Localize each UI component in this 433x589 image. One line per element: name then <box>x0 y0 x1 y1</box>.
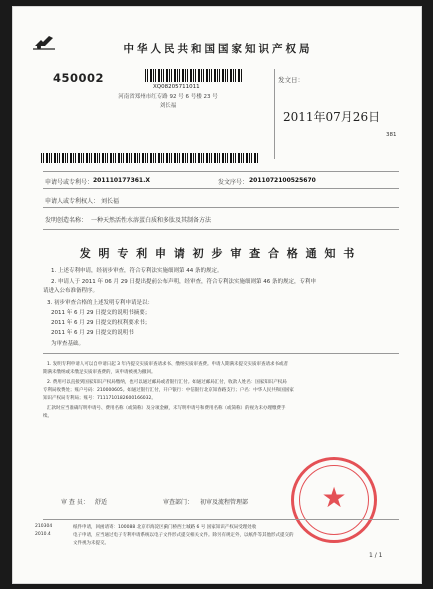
footer-line-1: 纸件申请，回函请寄：100088 北京市海淀区蓟门桥西土城路 6 号 国家知识产权局受理处收 <box>73 525 257 530</box>
body-line-6: 2011 年 6 月 29 日提交的权利要求书； <box>51 320 151 326</box>
mail-barcode <box>145 69 243 82</box>
note-line-4: 专利局收费处；账户号码：210000605。如通过银行汇付，开户银行：中信银行北京知春路支行；户名：中华人民共和国国家 <box>43 388 294 393</box>
notice-title: 发 明 专 利 申 请 初 步 审 查 合 格 通 知 书 <box>79 247 357 260</box>
body-line-1: 1. 上述专利申请，经初步审查，符合专利法实施细则第 44 条的规定。 <box>51 268 223 274</box>
application-no: 201110177361.X <box>93 177 151 184</box>
note-line-5: 知识产权局专利局；账号：7111710182600166032。 <box>43 396 156 401</box>
invention-name: 一种天然活性水溶蛋白质和多肽及其制备方法 <box>91 217 212 224</box>
body-line-4: 3. 初步审查合格的上述发明专利申请是以： <box>47 300 153 306</box>
page-number: 1 / 1 <box>369 552 383 559</box>
postcode: 450002 <box>53 71 105 85</box>
body-line-7: 2011 年 6 月 29 日提交的说明书 <box>51 330 134 336</box>
department-name: 初审及流程管理部 <box>200 499 249 506</box>
body-line-8: 为审查基础。 <box>51 341 85 347</box>
footer-line-3: 文件视为未提交。 <box>73 541 109 546</box>
divider-top <box>43 171 399 172</box>
divider-1 <box>43 188 399 189</box>
recipient-name: 刘长福 <box>159 103 177 109</box>
side-number: 381 <box>386 132 397 138</box>
department-label: 审查部门： <box>163 499 194 506</box>
divider-footer <box>43 519 399 520</box>
body-line-3: 请进入公布准备程序。 <box>43 288 99 294</box>
serial-no: 2011072100525670 <box>249 177 316 184</box>
document-barcode <box>41 153 259 163</box>
mailing-address: 河南省郑州市红专路 92 号 6 号楼 23 号 <box>118 94 218 100</box>
issue-date-label: 发文日： <box>278 76 304 84</box>
examiner-label: 审 查 员： <box>61 499 89 506</box>
body-line-5: 2011 年 6 月 29 日提交的说明书摘要； <box>51 310 151 316</box>
form-code: 210304 <box>35 524 53 529</box>
serial-no-label: 发文序号： <box>218 179 249 186</box>
form-date: 2010.4 <box>35 532 51 537</box>
note-line-2: 期满未缴纳或未缴足实质审查费的，该申请被视为撤回。 <box>43 370 156 375</box>
body-line-2: 2. 申请人于 2011 年 06 月 29 日提出提前公布声明，经审查，符合专利法实施细则第 46 条的规定，专利申 <box>51 279 316 285</box>
invention-label: 发明创造名称： <box>45 217 88 224</box>
divider-notes <box>43 353 399 354</box>
applicant-label: 申请人或专利权人： <box>45 198 100 205</box>
notice-document <box>12 6 422 584</box>
office-name: 中华人民共和国国家知识产权局 <box>123 43 313 55</box>
official-seal <box>291 457 377 543</box>
divider-2 <box>43 207 399 208</box>
application-no-label: 申请号或专利号： <box>45 179 94 186</box>
note-line-3: 2. 费用可以直接到国家知识产权局缴纳，也可以通过邮局或者银行汇付。如通过邮局汇付，收款人姓名：国家知识产权局 <box>47 380 287 385</box>
footer-line-2: 电子申请，应当通过电子专利申请系统以电子文件形式提交相关文件。除另有规定外，以纸件等其他形式提交的 <box>73 533 294 538</box>
issue-date: 2011年07月26日 <box>283 110 381 124</box>
barcode-text: XQ08205711011 <box>153 84 200 90</box>
applicant-name: 刘长福 <box>101 198 120 205</box>
note-line-7: 续。 <box>43 414 52 419</box>
note-line-1: 1. 发明专利申请人可以自申请日起 3 年内提交实质审查请求书、缴纳实质审查费。申请人期满未提交实质审查请求书或者 <box>47 362 288 367</box>
divider-3 <box>43 229 399 230</box>
examiner-name: 舒适 <box>95 499 108 506</box>
seal-star-icon: ★ <box>321 481 347 514</box>
note-line-6: 汇款时应当准确写明申请号、费用名称（或简称）及分项金额，未写明申请号和费用名称（或简称）的视为未办理缴费手 <box>47 406 286 411</box>
